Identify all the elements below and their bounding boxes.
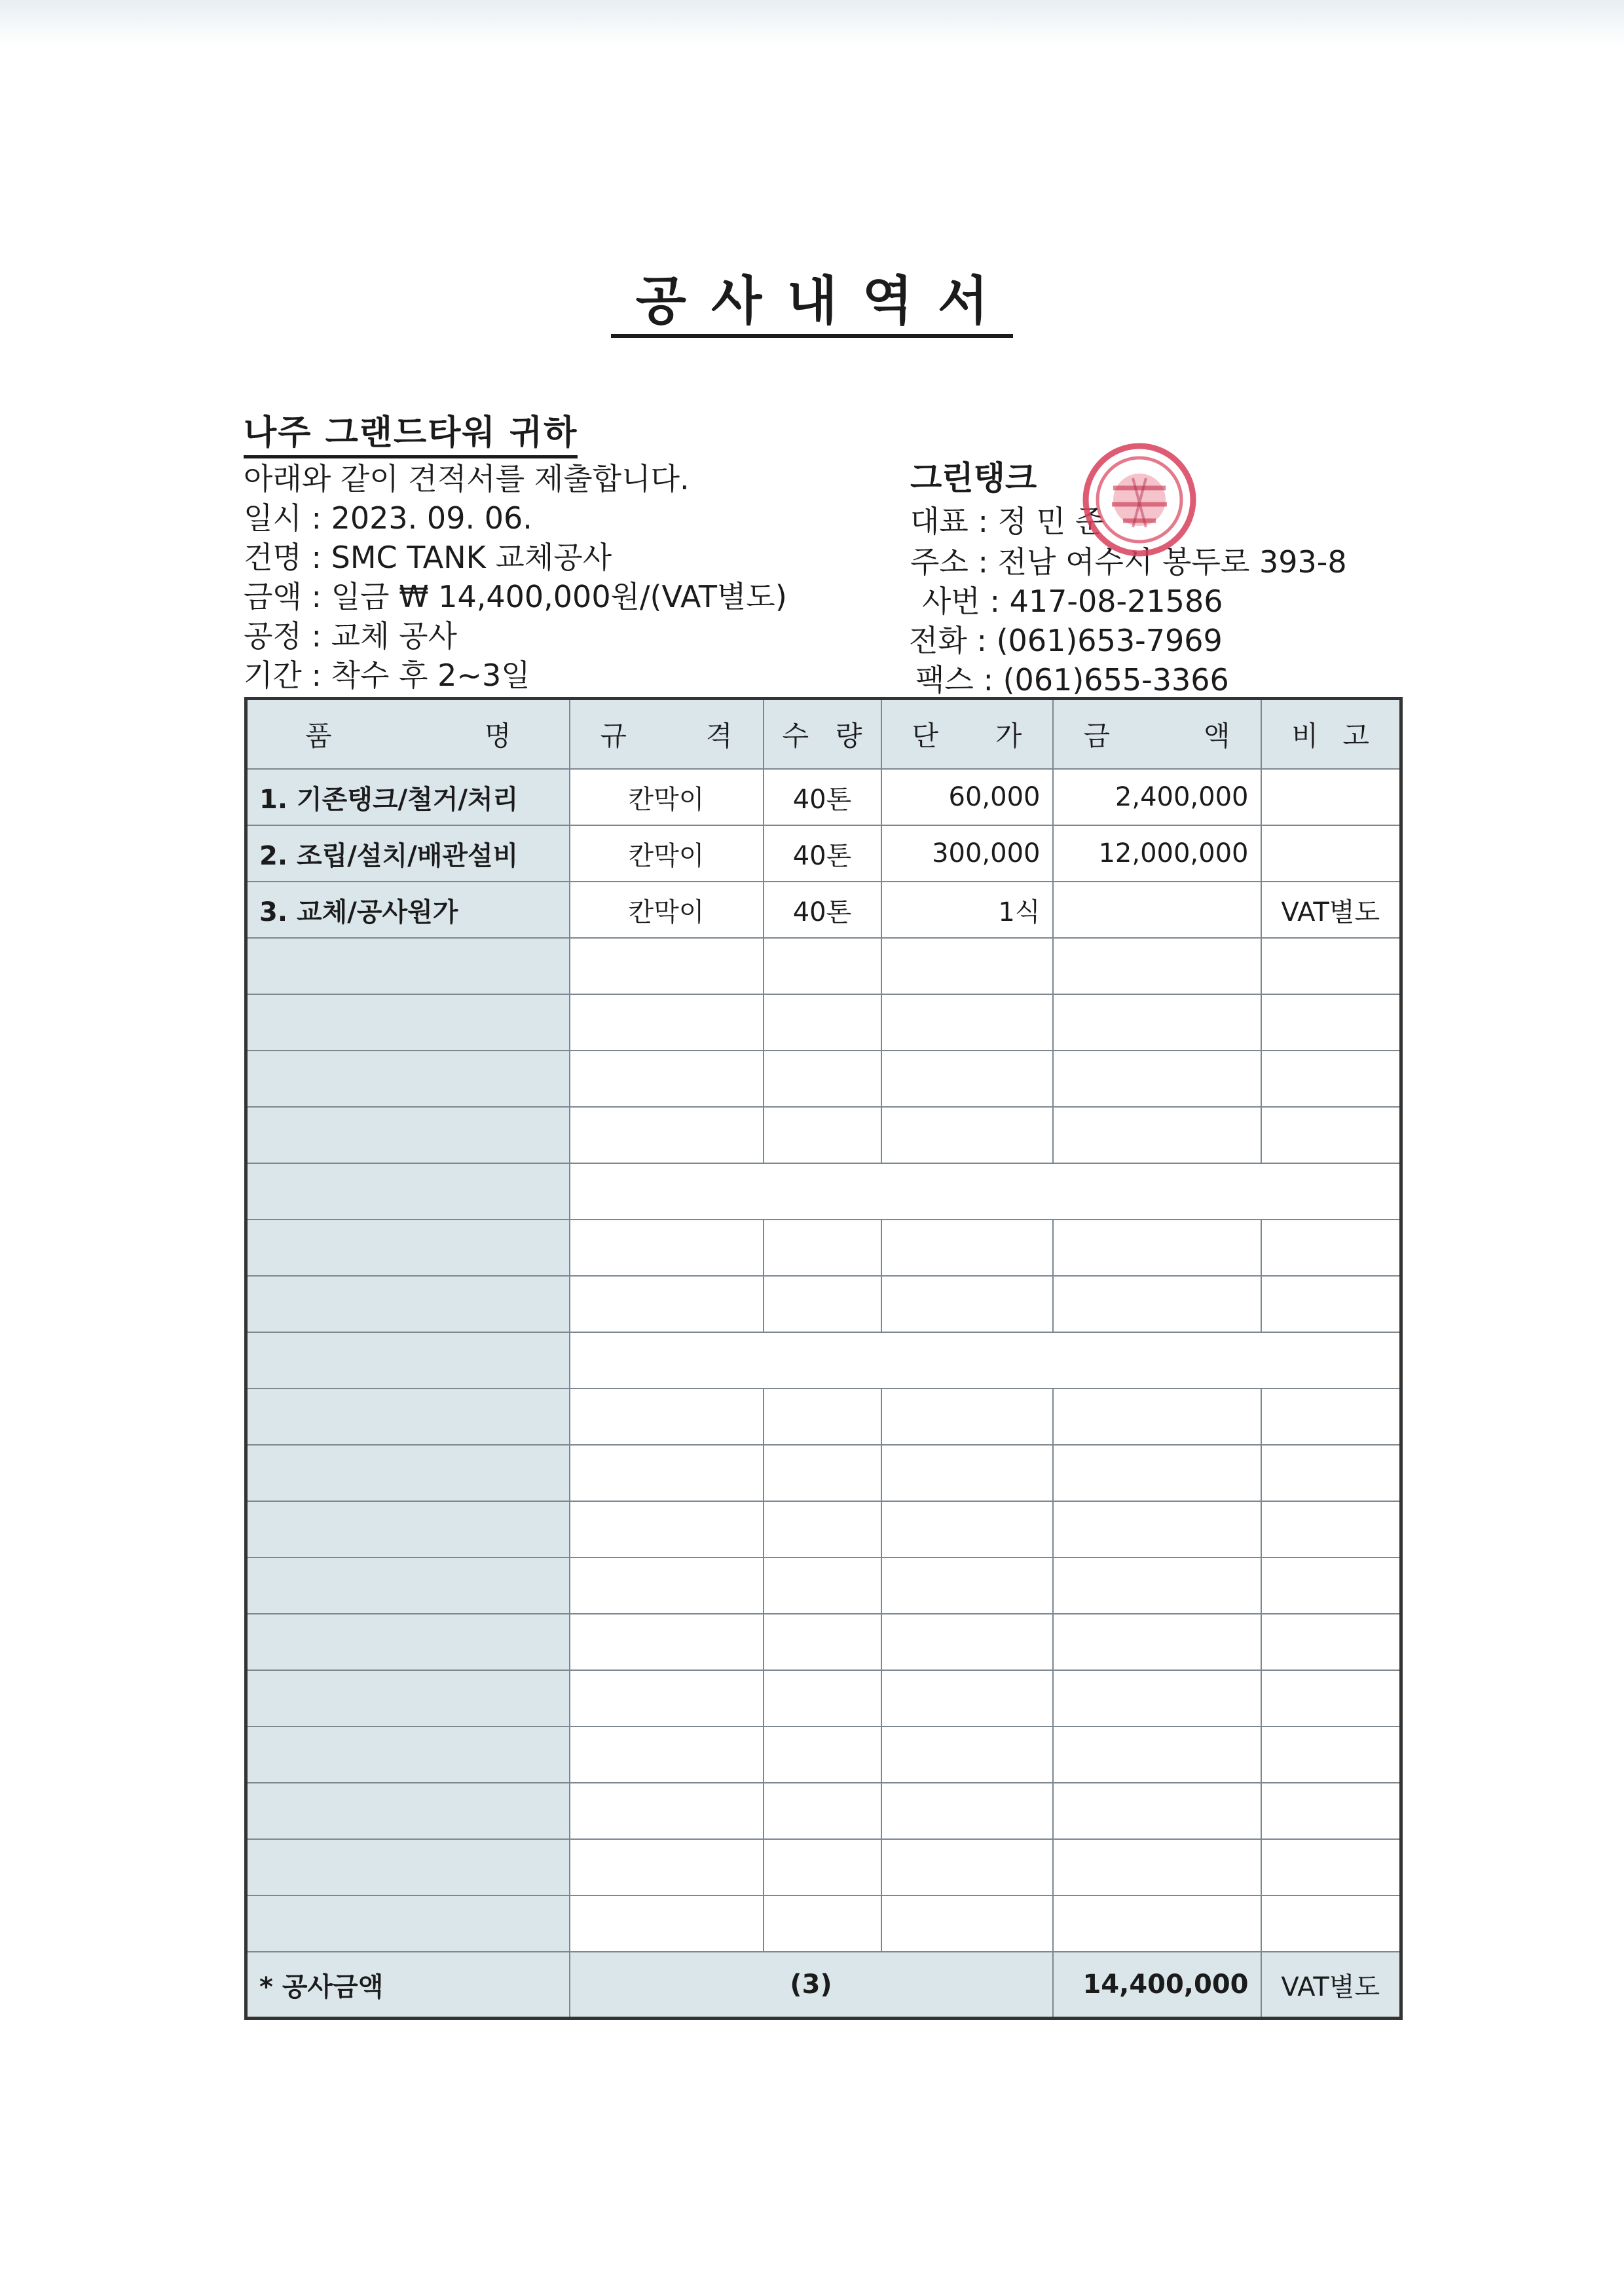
total-count: (3) (570, 1952, 1053, 2019)
process-line: 공정 : 교체 공사 (244, 618, 457, 654)
intro-text: 아래와 같이 견적서를 제출합니다. (244, 461, 690, 496)
empty-cell (1261, 1445, 1401, 1501)
row-qty: 40톤 (764, 882, 881, 938)
row-amount: 2,400,000 (1053, 769, 1261, 825)
row-amount (1053, 882, 1261, 938)
row-unit-price: 1식 (881, 882, 1053, 938)
empty-cell (246, 1501, 570, 1558)
empty-cell (246, 938, 570, 994)
empty-cell (881, 1670, 1053, 1726)
empty-row (246, 1445, 1401, 1501)
empty-cell (1053, 1670, 1261, 1726)
row-item-name: 2. 조립/설치/배관설비 (246, 825, 570, 882)
empty-cell (764, 994, 881, 1051)
empty-cell (764, 1276, 881, 1332)
empty-cell (246, 1783, 570, 1839)
empty-row (246, 1895, 1401, 1952)
empty-cell (764, 1051, 881, 1107)
empty-cell (1261, 1276, 1401, 1332)
empty-cell (881, 1839, 1053, 1895)
empty-cell (1053, 1389, 1261, 1445)
empty-cell (1053, 1614, 1261, 1670)
empty-cell (246, 1220, 570, 1276)
empty-cell (881, 1445, 1053, 1501)
empty-cell (1261, 1839, 1401, 1895)
empty-cell (570, 1839, 764, 1895)
empty-cell (881, 1783, 1053, 1839)
empty-cell (881, 1614, 1053, 1670)
empty-cell (764, 1726, 881, 1783)
empty-merged-cell (570, 1332, 1401, 1389)
empty-cell (570, 1558, 764, 1614)
empty-cell (246, 1558, 570, 1614)
empty-row (246, 1501, 1401, 1558)
row-spec: 칸막이 (570, 825, 764, 882)
empty-cell (246, 1614, 570, 1670)
empty-row (246, 1107, 1401, 1163)
row-spec: 칸막이 (570, 769, 764, 825)
empty-cell (1053, 1783, 1261, 1839)
empty-merged-cell (570, 1163, 1401, 1220)
empty-cell (246, 1839, 570, 1895)
empty-cell (1053, 1501, 1261, 1558)
empty-cell (1261, 1220, 1401, 1276)
empty-cell (764, 938, 881, 994)
empty-cell (881, 1107, 1053, 1163)
empty-cell (1261, 1783, 1401, 1839)
empty-cell (1261, 938, 1401, 994)
project-line: 건명 : SMC TANK 교체공사 (244, 540, 612, 575)
company-phone: 전화 : (061)653-7969 (909, 623, 1223, 658)
empty-cell (246, 1895, 570, 1952)
table-row (246, 769, 1401, 825)
empty-cell (570, 1895, 764, 1952)
empty-cell (1261, 994, 1401, 1051)
company-rep: 대표 : 정 민 준 (910, 504, 1105, 539)
empty-row (246, 1614, 1401, 1670)
empty-cell (570, 1614, 764, 1670)
empty-cell (570, 938, 764, 994)
row-spec: 칸막이 (570, 882, 764, 938)
empty-cell (764, 1783, 881, 1839)
empty-cell (570, 1445, 764, 1501)
empty-row (246, 1389, 1401, 1445)
empty-cell (764, 1107, 881, 1163)
empty-cell (1053, 1839, 1261, 1895)
empty-cell (1261, 1726, 1401, 1783)
empty-cell (246, 1389, 570, 1445)
table-row (246, 882, 1401, 938)
row-note (1261, 825, 1401, 882)
empty-row (246, 1051, 1401, 1107)
date-line: 일시 : 2023. 09. 06. (244, 500, 532, 536)
empty-cell (570, 1389, 764, 1445)
empty-cell (764, 1895, 881, 1952)
empty-cell (881, 1389, 1053, 1445)
empty-cell (1261, 1501, 1401, 1558)
empty-row (246, 1839, 1401, 1895)
empty-cell (246, 1163, 570, 1220)
header-qty: 수 량 (764, 699, 881, 770)
empty-cell (881, 994, 1053, 1051)
empty-row (246, 994, 1401, 1051)
row-note (1261, 769, 1401, 825)
empty-cell (246, 1276, 570, 1332)
header-amount: 금 액 (1053, 699, 1261, 770)
empty-cell (246, 994, 570, 1051)
company-name: 그린탱크 (910, 459, 1037, 497)
row-qty: 40톤 (764, 769, 881, 825)
total-note: VAT별도 (1261, 1952, 1401, 2019)
total-label: * 공사금액 (246, 1952, 570, 2019)
header-note: 비 고 (1261, 699, 1401, 770)
scan-edge (0, 0, 1624, 46)
company-biz-no: 사번 : 417-08-21586 (922, 584, 1223, 619)
empty-cell (246, 1670, 570, 1726)
empty-cell (246, 1726, 570, 1783)
header-unit-price: 단 가 (881, 699, 1053, 770)
empty-cell (1053, 1107, 1261, 1163)
empty-cell (1053, 938, 1261, 994)
empty-cell (1053, 1276, 1261, 1332)
recipient: 나주 그랜드타워 귀하 (244, 405, 578, 458)
row-qty: 40톤 (764, 825, 881, 882)
empty-cell (1053, 1051, 1261, 1107)
empty-row (246, 1220, 1401, 1276)
empty-cell (570, 1220, 764, 1276)
empty-cell (764, 1220, 881, 1276)
company-fax: 팩스 : (061)655-3366 (915, 662, 1229, 698)
empty-cell (570, 1107, 764, 1163)
empty-cell (1261, 1051, 1401, 1107)
table-header-row (246, 699, 1401, 770)
company-seal-stamp (1074, 442, 1205, 557)
empty-cell (570, 1783, 764, 1839)
empty-cell (246, 1332, 570, 1389)
empty-row (246, 1558, 1401, 1614)
row-unit-price: 300,000 (881, 825, 1053, 882)
company-address: 주소 : 전남 여수시 봉두로 393-8 (910, 544, 1347, 580)
total-row (246, 1952, 1401, 2019)
empty-cell (881, 1501, 1053, 1558)
empty-row (246, 1332, 1401, 1389)
row-note: VAT별도 (1261, 882, 1401, 938)
empty-cell (881, 1051, 1053, 1107)
header-item-name: 품 명 (246, 699, 570, 770)
estimate-table (244, 697, 1403, 2020)
empty-cell (881, 1895, 1053, 1952)
row-unit-price: 60,000 (881, 769, 1053, 825)
empty-cell (570, 994, 764, 1051)
empty-row (246, 1726, 1401, 1783)
period-line: 기간 : 착수 후 2~3일 (244, 658, 530, 693)
empty-cell (764, 1558, 881, 1614)
table-row (246, 825, 1401, 882)
empty-cell (1261, 1389, 1401, 1445)
empty-cell (246, 1107, 570, 1163)
empty-cell (881, 1558, 1053, 1614)
empty-cell (1053, 1895, 1261, 1952)
empty-row (246, 1276, 1401, 1332)
empty-cell (1053, 1726, 1261, 1783)
empty-row (246, 1163, 1401, 1220)
document-title: 공사내역서 (0, 259, 1624, 334)
empty-cell (881, 938, 1053, 994)
empty-row (246, 1783, 1401, 1839)
empty-cell (1261, 1895, 1401, 1952)
header-spec: 규 격 (570, 699, 764, 770)
empty-cell (570, 1670, 764, 1726)
empty-cell (764, 1670, 881, 1726)
empty-cell (246, 1051, 570, 1107)
empty-row (246, 938, 1401, 994)
empty-cell (881, 1220, 1053, 1276)
empty-cell (570, 1501, 764, 1558)
empty-cell (764, 1389, 881, 1445)
amount-line: 금액 : 일금 ₩ 14,400,000원/(VAT별도) (244, 579, 787, 614)
empty-cell (1053, 1445, 1261, 1501)
empty-cell (1261, 1614, 1401, 1670)
empty-cell (1053, 1220, 1261, 1276)
total-amount: 14,400,000 (1053, 1952, 1261, 2019)
row-amount: 12,000,000 (1053, 825, 1261, 882)
empty-cell (570, 1051, 764, 1107)
empty-cell (1053, 994, 1261, 1051)
empty-cell (570, 1726, 764, 1783)
empty-cell (246, 1445, 570, 1501)
empty-row (246, 1670, 1401, 1726)
empty-cell (881, 1276, 1053, 1332)
empty-cell (764, 1445, 881, 1501)
empty-cell (764, 1839, 881, 1895)
empty-cell (1261, 1670, 1401, 1726)
empty-cell (1261, 1558, 1401, 1614)
empty-cell (881, 1726, 1053, 1783)
empty-cell (1053, 1558, 1261, 1614)
row-item-name: 3. 교체/공사원가 (246, 882, 570, 938)
row-item-name: 1. 기존탱크/철거/처리 (246, 769, 570, 825)
empty-cell (570, 1276, 764, 1332)
empty-cell (764, 1614, 881, 1670)
empty-cell (1261, 1107, 1401, 1163)
empty-cell (764, 1501, 881, 1558)
